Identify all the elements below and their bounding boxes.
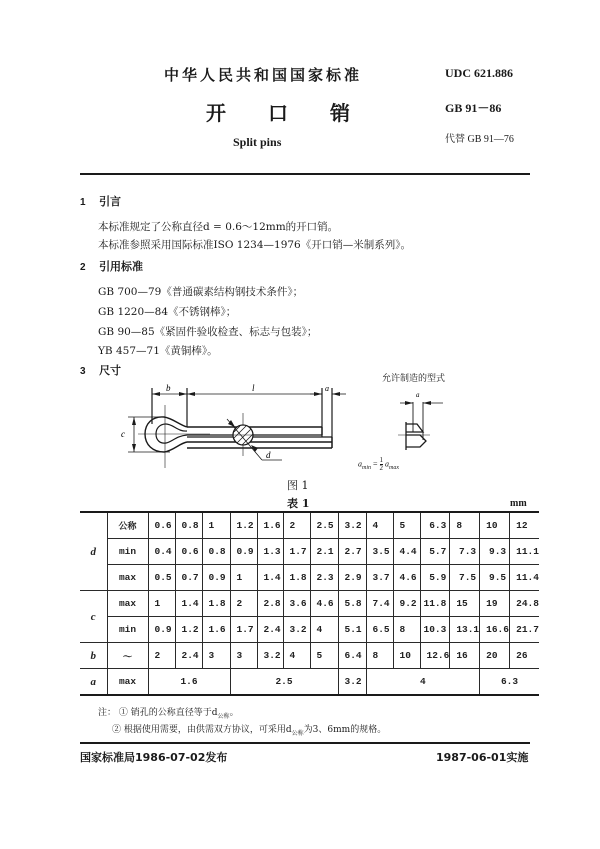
dim-b-label: b — [166, 383, 171, 393]
section-number: 1 — [80, 197, 86, 208]
section-1-paragraph-1: 本标准规定了公称直径d = 0.6～12mm的开口销。 — [98, 221, 339, 233]
replaces-standard: 代替 GB 91—76 — [445, 134, 514, 145]
split-pin-drawing — [110, 380, 500, 480]
header-divider — [80, 173, 530, 175]
row-group-label: c — [80, 591, 107, 643]
section-2-heading — [80, 258, 143, 274]
dimensions-table — [80, 511, 539, 696]
issue-date: 国家标准局1986-07-02发布 — [80, 751, 228, 764]
section-title: 引用标准 — [99, 260, 144, 273]
section-3-heading — [80, 362, 121, 378]
merged-cell: 1.6 — [148, 669, 230, 696]
figure-caption: 图 1 — [287, 479, 309, 492]
title-char-3: 销 — [330, 101, 350, 125]
footer-divider — [80, 742, 530, 744]
reference-item: GB 1220—84《不锈钢棒》； — [98, 306, 237, 318]
title-english: Split pins — [233, 135, 282, 149]
formula: $a_{min}$ = $\frac{1}{2}$ $a_{max}$ — [358, 456, 400, 472]
row-sub-label: 公称 — [107, 512, 148, 539]
udc-code: UDC 621.886 — [445, 66, 513, 80]
row-sub-label: ～ — [107, 643, 148, 669]
dim-l-label: l — [252, 383, 255, 393]
table-row: max 0.5 0.7 0.9 1 1.4 1.8 2.3 2.9 3.7 4.6 5.9 7.5 9.5 11.4 — [80, 565, 539, 591]
row-sub-label: max — [107, 669, 148, 696]
row-sub-label: min — [107, 539, 148, 565]
section-1-heading — [80, 193, 121, 209]
merged-cell: 6.3 — [480, 669, 539, 696]
row-sub-label: max — [107, 591, 148, 617]
table-caption: 表 1 — [287, 497, 310, 510]
table-row: d 公称 0.6 0.8 1 1.2 1.6 2 2.5 3.2 4 5 6.3 8 10 12 — [80, 512, 539, 539]
row-sub-label: min — [107, 617, 148, 643]
note-2: ② 根据使用需要，由供需双方协议，可采用$d_{公称}$为3、6mm的规格。 — [112, 725, 387, 737]
reference-item: GB 700—79《普通碳素结构钢技术条件》； — [98, 286, 304, 298]
title-char-1: 开 — [206, 101, 226, 125]
merged-cell: 3.2 — [338, 669, 366, 696]
section-title: 引言 — [99, 195, 122, 208]
note-1: 注： ① 销孔的公称直径等于$d_{公称}$。 — [98, 708, 239, 720]
standard-name: 中华人民共和国国家标准 — [164, 66, 363, 84]
notes-label: 注： — [98, 708, 117, 718]
dim-c-label: c — [121, 429, 125, 439]
reference-item: GB 90—85《紧固件验收检查、标志与包装》； — [98, 326, 318, 338]
table-row: c max 1 1.4 1.8 2 2.8 3.6 4.6 5.8 7.4 9.2 11.8 15 19 24.8 — [80, 591, 539, 617]
effective-date: 1987-06-01实施 — [436, 751, 529, 764]
row-sub-label: max — [107, 565, 148, 591]
merged-cell: 4 — [366, 669, 480, 696]
reference-item: YB 457—71《黄铜棒》。 — [98, 345, 218, 357]
section-number: 2 — [80, 262, 86, 273]
dim-d-label: d — [266, 450, 271, 460]
title-chinese — [206, 97, 392, 126]
table-row: min 0.9 1.2 1.6 1.7 2.4 3.2 4 5.1 6.5 8 10.3 13.1 16.6 21.7 — [80, 617, 539, 643]
section-1-paragraph-2: 本标准参照采用国际标准ISO 1234—1976《开口销—米制系列》。 — [98, 239, 411, 251]
row-group-label: b — [80, 643, 107, 669]
section-title: 尺寸 — [99, 364, 122, 377]
table-row: b ～ 2 2.4 3 3 3.2 4 5 6.4 8 10 12.6 16 20 26 — [80, 643, 539, 669]
merged-cell: 2.5 — [230, 669, 338, 696]
row-group-label: d — [80, 512, 107, 591]
table-row — [80, 669, 539, 696]
title-char-2: 口 — [268, 101, 288, 125]
row-group-label: a — [80, 669, 107, 696]
alt-dim-a-label: a — [416, 391, 420, 399]
gb-number: GB 91－86 — [445, 101, 502, 115]
table-row: min 0.4 0.6 0.8 0.9 1.3 1.7 2.1 2.7 3.5 4.4 5.7 7.3 9.3 11.1 — [80, 539, 539, 565]
section-number: 3 — [80, 366, 86, 377]
dim-a-label: a — [325, 384, 329, 393]
table-unit: mm — [510, 498, 527, 509]
alt-form-caption: 允许制造的型式 — [382, 374, 446, 384]
